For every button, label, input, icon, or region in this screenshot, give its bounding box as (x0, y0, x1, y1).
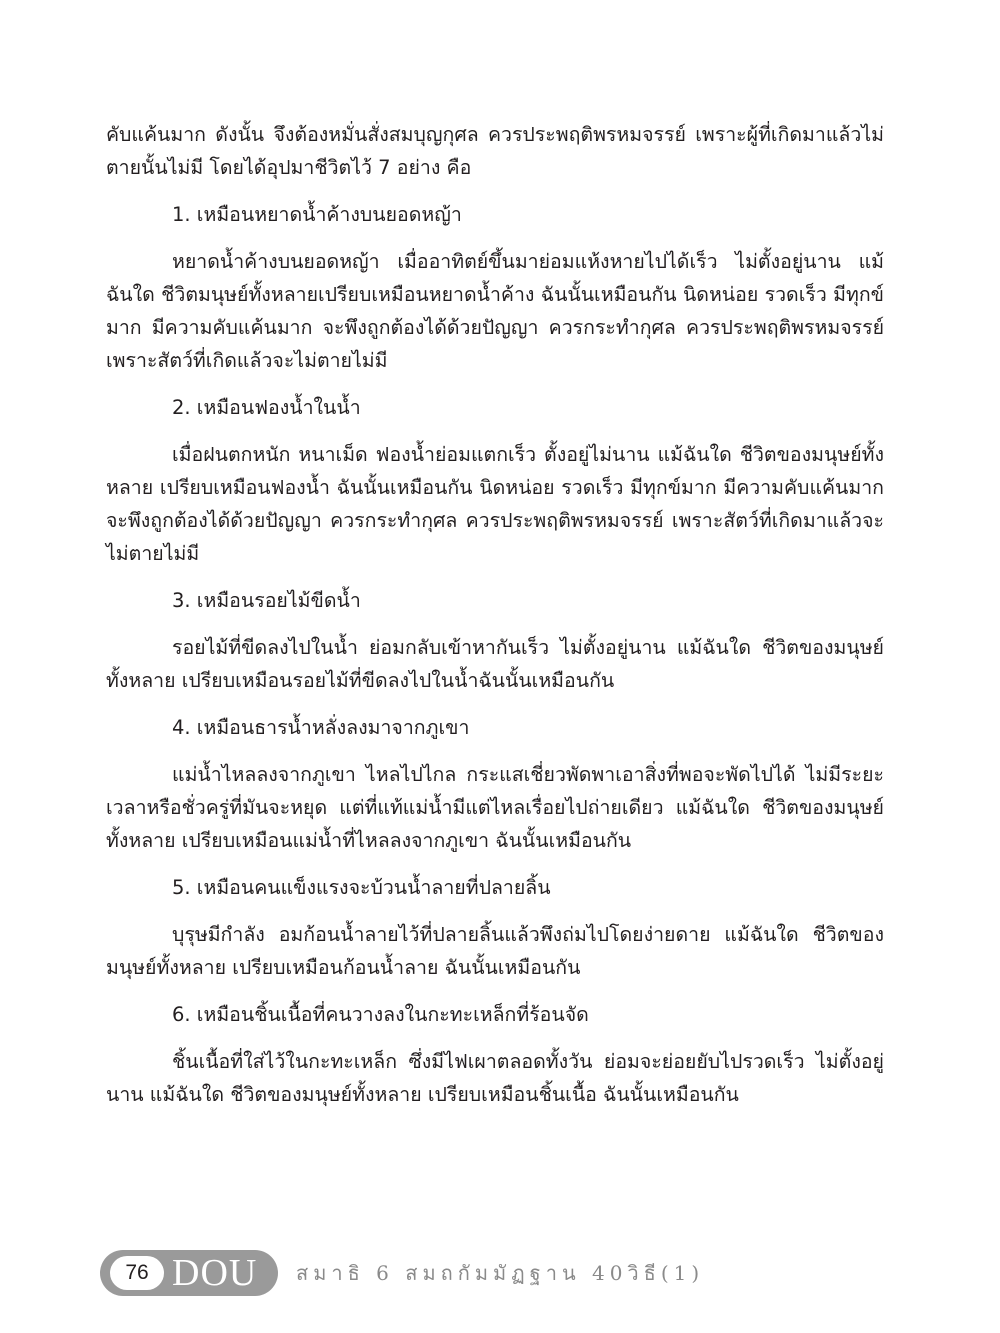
section-heading-6: 6. เหมือนชิ้นเนื้อที่คนวางลงในกะทะเหล็กที่ร้อนจัด (172, 1003, 589, 1026)
section-heading-2: 2. เหมือนฟองน้ำในน้ำ (172, 396, 361, 419)
section-text-1: หยาดน้ำค้างบนยอดหญ้า เมื่ออาทิตย์ขึ้นมาย่อมแห้งหายไปได้เร็ว ไม่ตั้งอยู่นาน แม้ฉันใด ชีวิตมนุษย์ทั้งหลายเปรียบเหมือนหยาดน้ำค้าง ฉันนั้นเหมือนกัน นิดหน่อย รวดเร็ว มีทุกข์มาก มีความคับแค้นมาก จะพึงถูกต้องได้ด้วยปัญญา ควรกระทำกุศล ควรประพฤติพรหมจรรย์ เพราะสัตว์ที่เกิดแล้วจะไม่ตายไม่มี (106, 250, 884, 372)
page-footer (100, 1250, 704, 1296)
intro-paragraph: คับแค้นมาก ดังนั้น จึงต้องหมั่นสั่งสมบุญกุศล ควรประพฤติพรหมจรรย์ เพราะผู้ที่เกิดมาแล้วไม่ตายนั้นไม่มี โดยได้อุปมาชีวิตไว้ 7 อย่าง คือ (106, 123, 884, 179)
section-text-4: แม่น้ำไหลลงจากภูเขา ไหลไปไกล กระแสเชี่ยวพัดพาเอาสิ่งที่พอจะพัดไปได้ ไม่มีระยะเวลาหรือชั่วครู่ที่มันจะหยุด แต่ที่แท้แม่น้ำมีแต่ไหลเรื่อยไปถ่ายเดียว แม้ฉันใด ชีวิตของมนุษย์ทั้งหลาย เปรียบเหมือนแม่น้ำที่ไหลลงจากภูเขา ฉันนั้นเหมือนกัน (106, 763, 884, 852)
footer-badge (100, 1250, 278, 1296)
page-body (106, 118, 884, 1111)
section-text-2: เมื่อฝนตกหนัก หนาเม็ด ฟองน้ำย่อมแตกเร็ว ตั้งอยู่ไม่นาน แม้ฉันใด ชีวิตของมนุษย์ทั้งหลาย เปรียบเหมือนฟองน้ำ ฉันนั้นเหมือนกัน นิดหน่อย รวดเร็ว มีทุกข์มาก มีความคับแค้นมาก จะพึงถูกต้องได้ด้วยปัญญา ควรกระทำกุศล ควรประพฤติพรหมจรรย์ เพราะสัตว์ที่เกิดมาแล้วจะไม่ตายไม่มี (106, 443, 884, 565)
section-heading-1: 1. เหมือนหยาดน้ำค้างบนยอดหญ้า (172, 203, 462, 226)
dou-logo: DOU (172, 1252, 258, 1294)
section-text-5: บุรุษมีกำลัง อมก้อนน้ำลายไว้ที่ปลายลิ้นแล้วพึงถ่มไปโดยง่ายดาย แม้ฉันใด ชีวิตของมนุษย์ทั้งหลาย เปรียบเหมือนก้อนน้ำลาย ฉันนั้นเหมือนกัน (106, 923, 884, 979)
section-text-3: รอยไม้ที่ขีดลงไปในน้ำ ย่อมกลับเข้าหากันเร็ว ไม่ตั้งอยู่นาน แม้ฉันใด ชีวิตของมนุษย์ทั้งหลาย เปรียบเหมือนรอยไม้ที่ขีดลงไปในน้ำฉันนั้นเหมือนกัน (106, 636, 884, 692)
page-number: 76 (110, 1256, 164, 1290)
running-title: สมาธิ 6 สมถกัมมัฏฐาน 40วิธี(1) (296, 1261, 705, 1285)
section-text-6: ชิ้นเนื้อที่ใส่ไว้ในกะทะเหล็ก ซึ่งมีไฟเผาตลอดทั้งวัน ย่อมจะย่อยยับไปรวดเร็ว ไม่ตั้งอยู่นาน แม้ฉันใด ชีวิตของมนุษย์ทั้งหลาย เปรียบเหมือนชิ้นเนื้อ ฉันนั้นเหมือนกัน (106, 1050, 884, 1106)
section-heading-3: 3. เหมือนรอยไม้ขีดน้ำ (172, 589, 361, 612)
section-heading-4: 4. เหมือนธารน้ำหลั่งลงมาจากภูเขา (172, 716, 470, 739)
section-heading-5: 5. เหมือนคนแข็งแรงจะบ้วนน้ำลายที่ปลายลิ้น (172, 876, 551, 899)
